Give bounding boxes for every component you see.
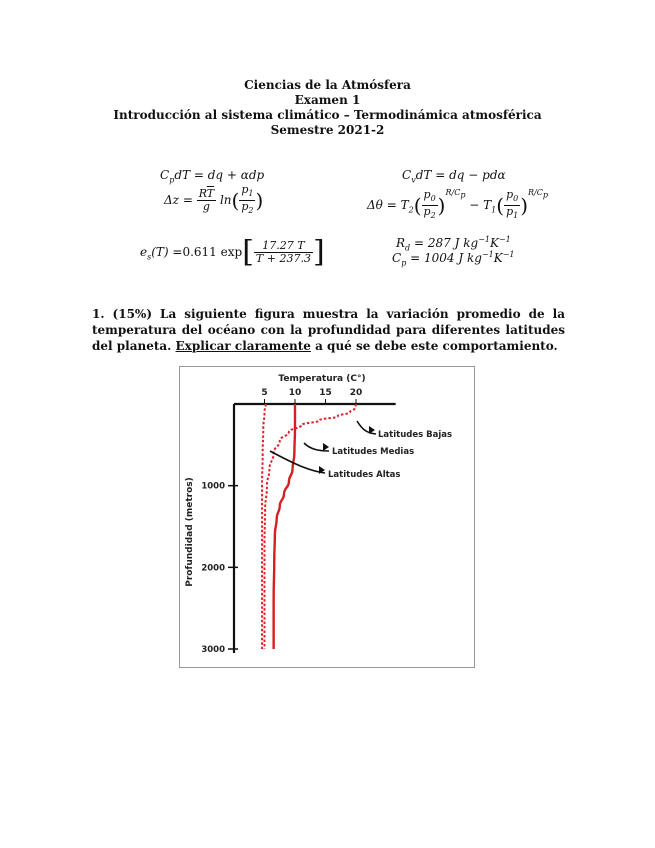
x-tick-label: 5 (261, 388, 268, 398)
equation-cv: $C_vdT$ = dq − pdα (402, 168, 506, 185)
x-tick-label: 10 (288, 388, 302, 398)
temperature-depth-chart (180, 367, 476, 669)
annotation-label: Latitudes Altas (328, 470, 401, 480)
arrow-head (323, 443, 329, 451)
x-tick-label: 20 (349, 388, 363, 398)
equation-clausius: $e_s(T) =0.611$ exp[ $\frac{17.27 T}{T + 237.3}$ ] (140, 234, 325, 270)
annotation-arrow (270, 451, 325, 473)
ocean-temperature-figure (179, 366, 475, 668)
y-tick-label: 1000 (201, 481, 225, 492)
question-number: 1. (92, 307, 105, 321)
y-axis-label: Profundidad (metros) (185, 477, 195, 587)
series-line-latitudes-altas (262, 404, 266, 649)
exam-topic: Introducción al sistema climático – Termodinámica atmosférica (113, 108, 542, 122)
equation-hypsometric: Δz = $\frac{R\overline{T}}{g}$ ln( $\frac{p_1}{p_2}$ ) (164, 183, 264, 216)
question-underlined: Explicar claramente (175, 339, 311, 353)
equation-cp-value: $C_p = 1004$ J $kg^{-1}K^{-1}$ (392, 250, 515, 268)
question-weight: (15%) (112, 307, 153, 321)
annotation-label: Latitudes Bajas (378, 430, 453, 440)
question-text: La siguiente figura muestra la variación promedio de la temperatura del océano con la profundidad para diferentes latitudes del planeta. (92, 307, 565, 353)
equation-cp: $C_pdT$ = dq + αdp (160, 168, 265, 185)
x-axis-label: Temperatura (C°) (278, 374, 366, 384)
x-tick-label: 15 (319, 388, 332, 398)
exam-semester: Semestre 2021-2 (270, 123, 385, 137)
equation-rd: $R_d = 287$ J $kg^{-1}K^{-1}$ (396, 235, 511, 253)
question-1 (92, 306, 565, 354)
series-line-latitudes-medias (274, 404, 295, 649)
equation-theta: $\Delta\theta = T_2$( $\frac{p_0}{p_2}$ )$^{R/C_p} - T_1$( $\frac{p_0}{p_1}$ )$^{R/C_p}$ (367, 187, 548, 221)
y-tick-label: 3000 (201, 645, 225, 655)
exam-title: Examen 1 (294, 93, 361, 107)
annotation-label: Latitudes Medias (332, 447, 415, 457)
annotation-arrow (357, 421, 376, 434)
question-text-end: a qué se debe este comportamiento. (315, 339, 558, 353)
y-tick-label: 2000 (201, 563, 225, 574)
series-line-latitudes-bajas (265, 404, 357, 649)
course-title: Ciencias de la Atmósfera (244, 78, 411, 92)
